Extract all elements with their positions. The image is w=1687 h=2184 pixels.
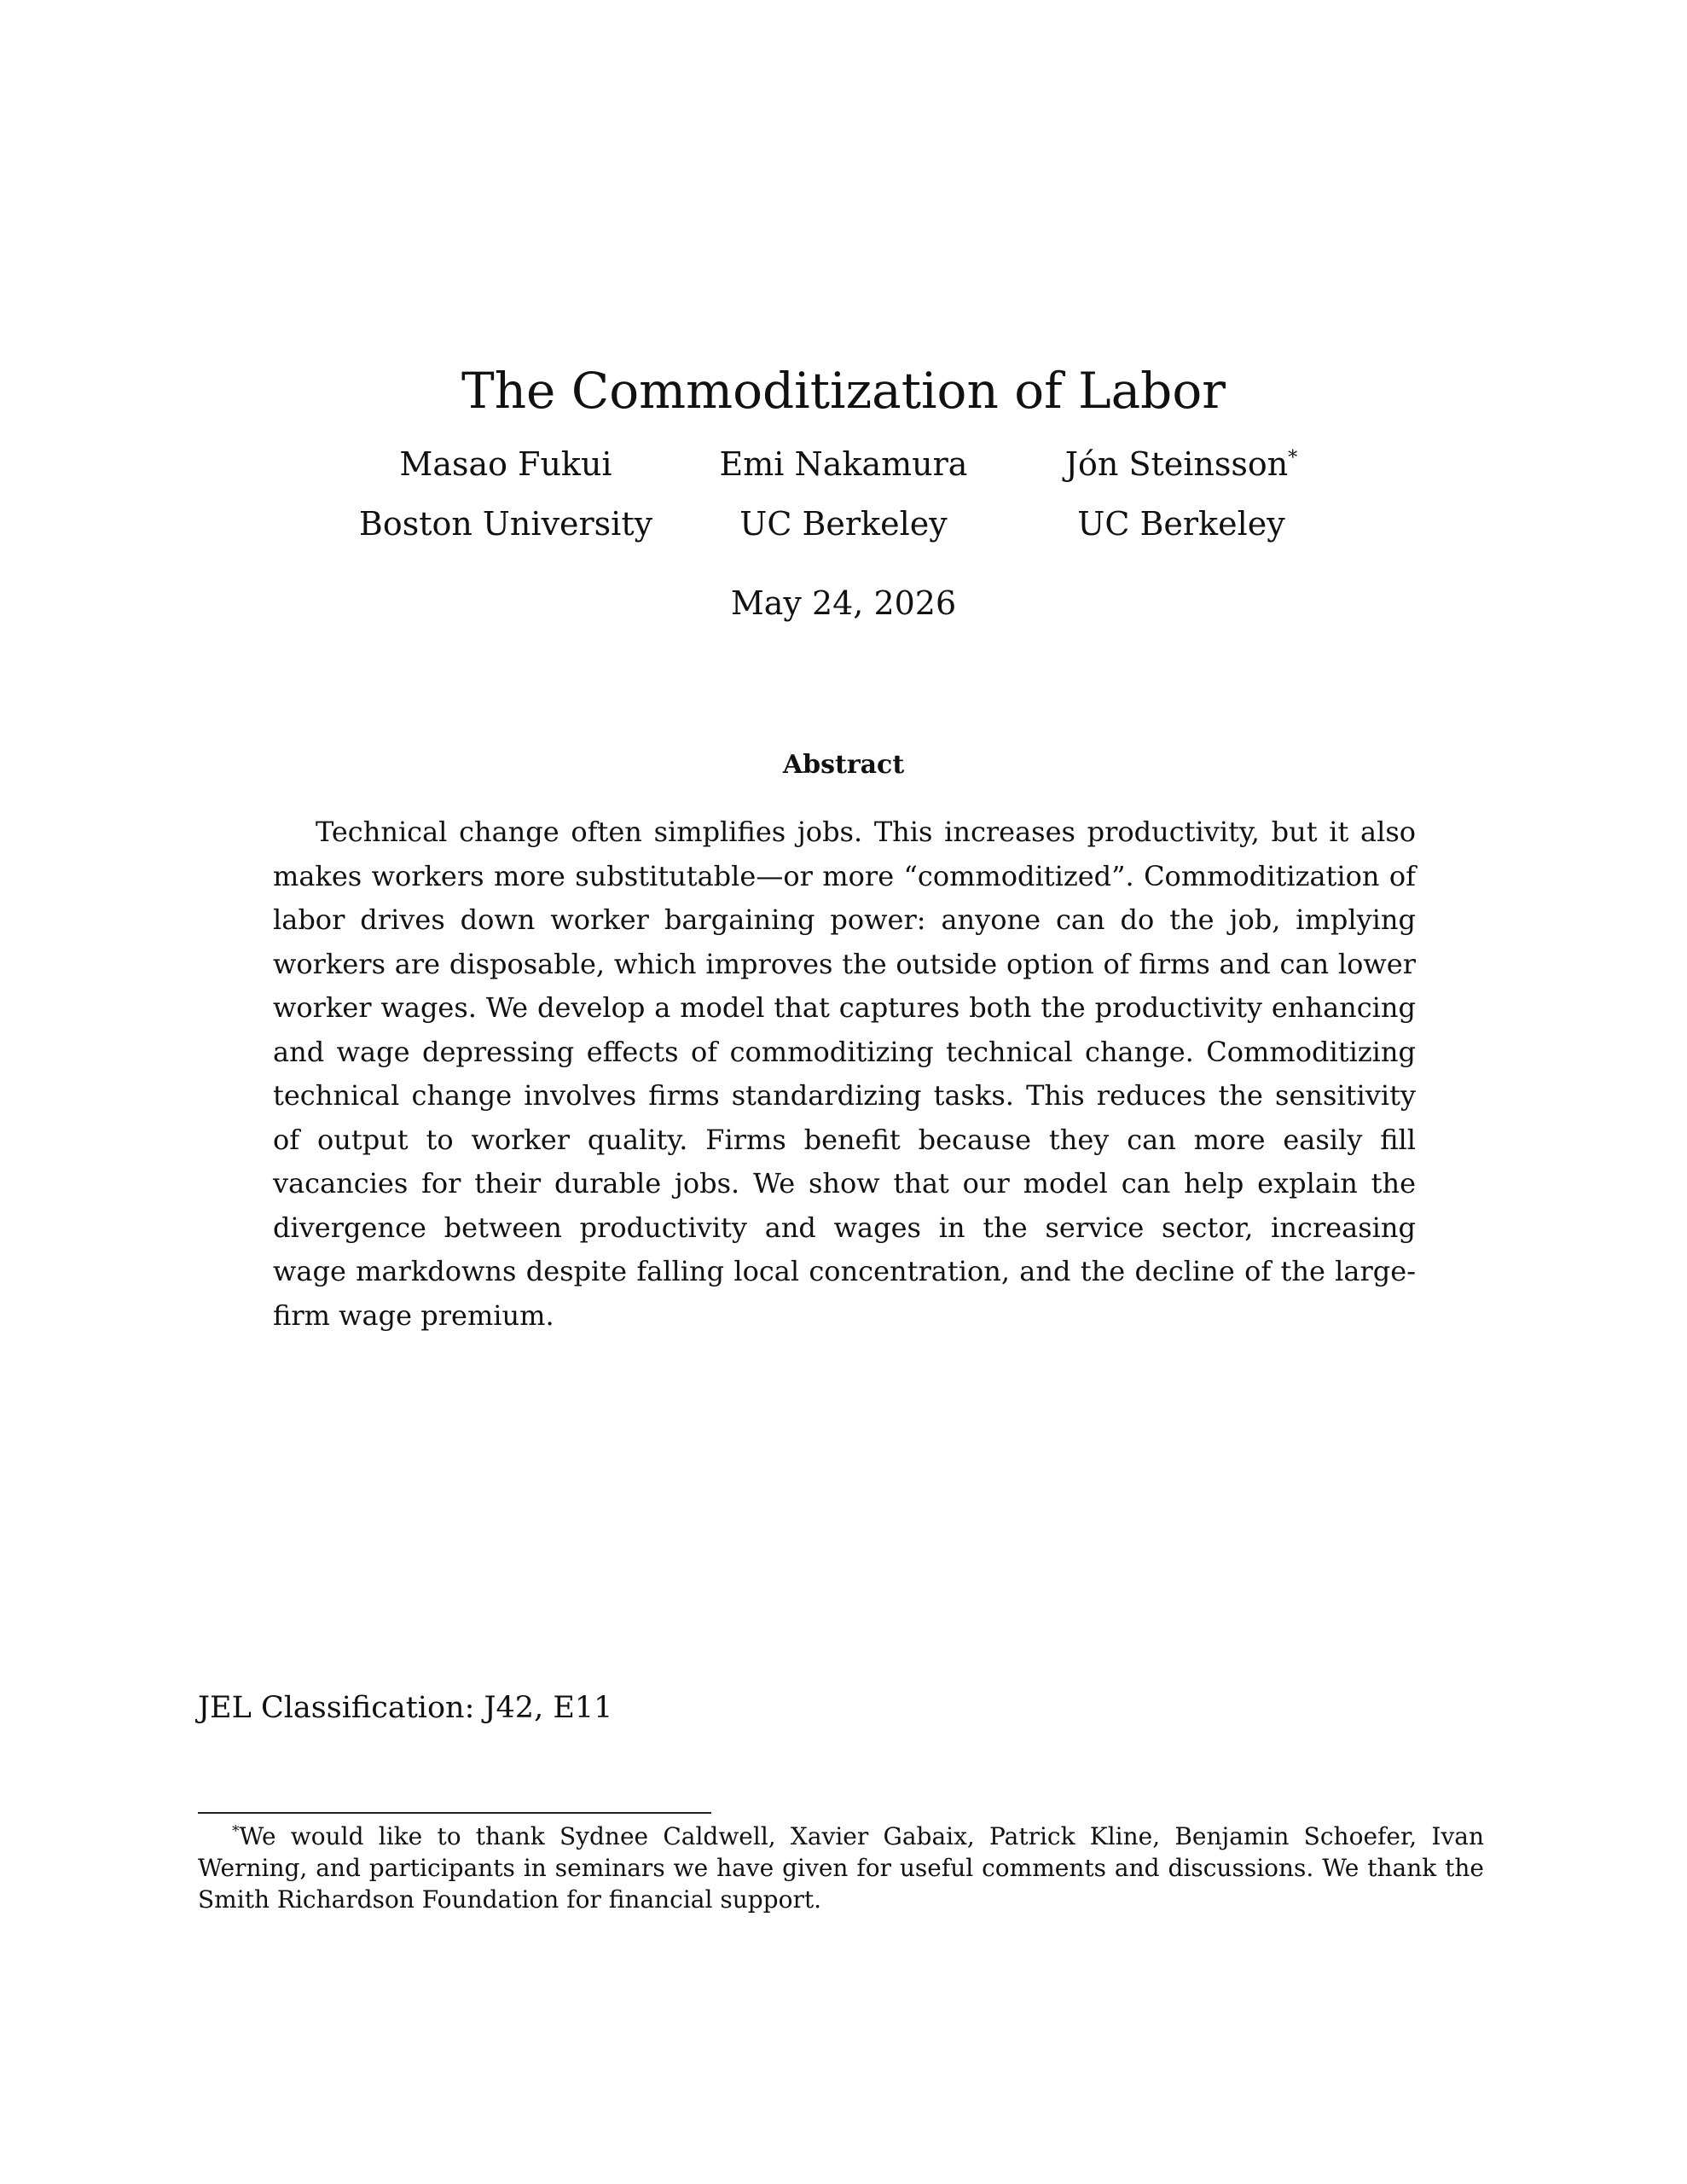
- author-affiliation: UC Berkeley: [1077, 505, 1285, 543]
- abstract-text: Technical change often simplifies jobs. This increases productivity, but it also makes workers more substitutable—or more “commoditized”. Commoditization of labor drives down worker bargaining power: anyone can do the job, implying workers are disposable, which improves the outside option of firms and can lower worker wages. We develop a model that captures both the productivity enhancing and wage depressing effects of commoditizing technical change. Commoditizing technical change involves firms standardizing tasks. This reduces the sensitivity of output to worker quality. Firms benefit because they can more easily fill vacancies for their durable jobs. We show that our model can help explain the divergence between productivity and wages in the service sector, increasing wage markdowns despite falling local concentration, and the decline of the large-firm wage premium.: [273, 816, 1416, 1332]
- paper-date: May 24, 2026: [730, 584, 957, 622]
- author-name-text: Jón Steinsson: [1064, 445, 1289, 483]
- footnote-divider: [198, 1812, 711, 1814]
- abstract-heading: Abstract: [782, 750, 905, 780]
- author-block: [0, 445, 1687, 543]
- author-name: [675, 445, 1012, 483]
- author-name: [1012, 445, 1350, 483]
- paper-title: The Commoditization of Labor: [461, 361, 1226, 420]
- author-3: [1012, 445, 1350, 543]
- author-name-text: Masao Fukui: [399, 445, 612, 483]
- jel-classification: JEL Classification: J42, E11: [198, 1691, 613, 1725]
- author-name-text: Emi Nakamura: [719, 445, 968, 483]
- footnote-text: We would like to thank Sydnee Caldwell, Xavier Gabaix, Patrick Kline, Benjamin Schoefer, Ivan Werning, and participants in seminars we have given for useful comments and discussions. We thank the Smith Richardson Foundation for financial support.: [198, 1822, 1484, 1914]
- footnote-mark: *: [232, 1822, 240, 1840]
- author-1: [337, 445, 675, 543]
- author-name: [337, 445, 675, 483]
- footnote: [198, 1821, 1484, 1915]
- author-affiliation: UC Berkeley: [739, 505, 948, 543]
- author-2: [675, 445, 1012, 543]
- author-footnote-mark: *: [1288, 447, 1298, 469]
- author-affiliation: Boston University: [358, 505, 653, 543]
